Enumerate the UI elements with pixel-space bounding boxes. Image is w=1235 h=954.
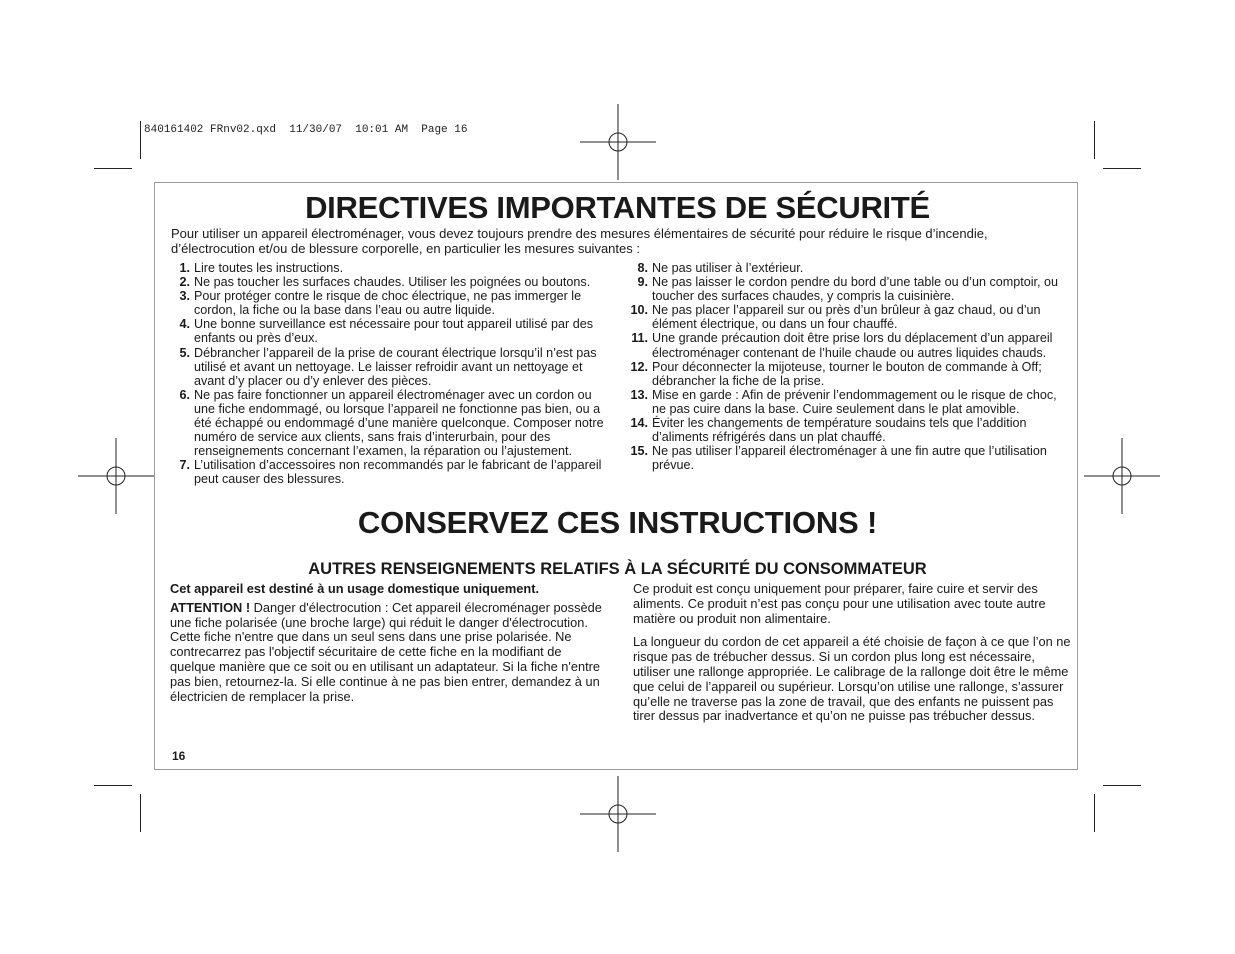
rule-text: L’utilisation d’accessoires non recommandés par le fabricant de l’appareil peut causer des blessures. <box>194 458 602 487</box>
rule-number: 12. <box>630 359 648 374</box>
safety-rule-item <box>624 444 1069 472</box>
safety-rule-item <box>624 331 1069 359</box>
safety-rules-right-list <box>624 261 1069 472</box>
safety-rule-item <box>172 261 608 275</box>
rule-text: Ne pas utiliser l’appareil électroménager à une fin autre que l’utilisation prévue. <box>652 444 1047 473</box>
attention-text: Danger d'électrocution : Cet appareil élecroménager possède une fiche polarisée (une broche large) qui réduit le danger d'électrocution. Cette fiche n'entre que dans un seul sens dans une prise polarisée. Ne contrecarrez pas l'objectif sécuritaire de cette fiche en la modifiant de quelque manière que ce soit ou en utilisant un adaptateur. Si la fiche n'entre pas bien, retournez-la. Si elle continue à ne pas bien entrer, demandez à un électricien de remplacer la prise. <box>170 599 602 704</box>
registration-mark-bottom-icon <box>580 776 656 852</box>
rule-number: 9. <box>637 275 648 290</box>
rule-number: 8. <box>637 261 648 275</box>
rule-text: Ne pas utiliser à l’extérieur. <box>652 261 804 275</box>
rule-number: 14. <box>630 416 648 431</box>
crop-mark-bottom-left-vertical <box>140 794 141 832</box>
rule-number: 1. <box>179 261 190 275</box>
crop-mark-top-right-horizontal <box>1103 168 1141 169</box>
safety-rule-item <box>172 388 608 458</box>
safety-rule-item <box>172 317 608 345</box>
rule-number: 3. <box>179 289 190 304</box>
rule-text: Ne pas toucher les surfaces chaudes. Utiliser les poignées ou boutons. <box>194 275 591 290</box>
rule-number: 7. <box>179 458 190 473</box>
registration-mark-left-icon <box>78 438 154 514</box>
rule-number: 13. <box>630 387 648 402</box>
rule-number: 10. <box>630 303 648 318</box>
rule-number: 11. <box>631 331 648 346</box>
safety-rules-left-list <box>172 261 608 487</box>
product-use-paragraph: Ce produit est conçu uniquement pour préparer, faire cuire et servir des aliments. Ce produit n’est pas conçu pour une utilisation avec toute autre matière ou produit non alimentaire. <box>633 581 1046 626</box>
page-title: DIRECTIVES IMPORTANTES DE SÉCURITÉ <box>305 190 930 225</box>
safety-rule-item <box>624 261 1069 275</box>
left-info-column <box>170 582 602 708</box>
safety-rule-item <box>172 458 608 486</box>
crop-mark-top-left-horizontal <box>94 168 132 169</box>
page-number: 16 <box>172 749 186 763</box>
print-slug-line: 840161402 FRnv02.qxd 11/30/07 10:01 AM Page 16 <box>144 124 468 136</box>
intro-paragraph: Pour utiliser un appareil électroménager, vous devez toujours prendre des mesures élémentaires de sécurité pour réduire le risque d’incendie, d’électrocution et/ou de blessure corporelle, en particulier les mesures suivantes : <box>171 226 988 256</box>
crop-mark-bottom-left-horizontal <box>94 785 132 786</box>
crop-mark-top-right-vertical <box>1094 121 1095 159</box>
rule-text: Lire toutes les instructions. <box>194 261 344 275</box>
rule-text: Débrancher l’appareil de la prise de courant électrique lorsqu’il n’est pas utilisé et avant un nettoyage. Le laisser refroidir avant un nettoyage et avant d’y placer ou d’y enlever des pièces. <box>194 345 597 388</box>
rule-text: Ne pas laisser le cordon pendre du bord d’une table ou d’un comptoir, ou toucher des surfaces chaudes, y compris la cuisinière. <box>652 275 1059 304</box>
rule-text: Ne pas faire fonctionner un appareil électroménager avec un cordon ou une fiche endommagé, ou lorsque l’appareil ne fonctionne pas bien, ou a été échappé ou endommagé d’une manière quelconque. Composer notre numéro de service aux clients, sans frais d’interurbain, pour des renseignements concernant l’examen, la réparation ou l’ajustement. <box>194 387 604 459</box>
right-info-column <box>633 582 1073 733</box>
rule-number: 4. <box>179 317 190 332</box>
consumer-safety-subheading: AUTRES RENSEIGNEMENTS RELATIFS À LA SÉCURITÉ DU CONSOMMATEUR <box>308 560 927 578</box>
safety-rule-item <box>172 289 608 317</box>
crop-mark-bottom-right-horizontal <box>1103 785 1141 786</box>
rule-number: 2. <box>179 275 190 290</box>
rule-number: 6. <box>179 387 190 402</box>
crop-mark-top-left-vertical <box>140 121 141 159</box>
safety-rule-item <box>624 388 1069 416</box>
rule-text: Pour protéger contre le risque de choc électrique, ne pas immerger le cordon, la fiche ou la base dans l’eau ou autre liquide. <box>194 289 582 318</box>
attention-label: ATTENTION ! <box>170 599 251 615</box>
registration-mark-right-icon <box>1084 438 1160 514</box>
rule-text: Ne pas placer l’appareil sur ou près d’un brûleur à gaz chaud, ou d’un élément électrique, ou dans un four chauffé. <box>652 303 1041 332</box>
rule-text: Une grande précaution doit être prise lors du déplacement d’un appareil électroménager contenant de l’huile chaude ou autres liquides chauds. <box>652 331 1053 360</box>
safety-rule-item <box>624 360 1069 388</box>
safety-rule-item <box>624 275 1069 303</box>
rule-number: 15. <box>630 444 648 459</box>
rule-text: Éviter les changements de température soudains tels que l’addition d’aliments réfrigérés dans un plat chauffé. <box>652 416 1027 445</box>
cord-length-paragraph: La longueur du cordon de cet appareil a été choisie de façon à ce que l’on ne risque pas de trébucher dessus. Si un cordon plus long est nécessaire, utiliser une rallonge appropriée. Le calibrage de la rallonge doit être le même que celui de l’appareil ou supérieur. Lorsqu’on utilise une rallonge, s’assurer qu’elle ne traverse pas la zone de travail, que des enfants ne puissent pas tirer dessus par inadvertance et qu’on ne puisse pas trébucher dessus. <box>633 634 1071 724</box>
save-instructions-heading: CONSERVEZ CES INSTRUCTIONS ! <box>357 505 878 540</box>
safety-rule-item <box>172 346 608 388</box>
crop-mark-bottom-right-vertical <box>1094 794 1095 832</box>
household-use-note: Cet appareil est destiné à un usage domestique uniquement. <box>170 581 540 596</box>
rule-text: Pour déconnecter la mijoteuse, tourner le bouton de commande à Off; débrancher la fiche de la prise. <box>652 359 1042 388</box>
safety-rule-item <box>624 303 1069 331</box>
rule-text: Une bonne surveillance est nécessaire pour tout appareil utilisé par des enfants ou près d’eux. <box>194 317 594 346</box>
safety-rule-item <box>172 275 608 289</box>
rule-text: Mise en garde : Afin de prévenir l’endommagement ou le risque de choc, ne pas cuire dans la base. Cuire seulement dans le plat amovible. <box>652 387 1057 416</box>
rule-number: 5. <box>179 345 190 360</box>
safety-rule-item <box>624 416 1069 444</box>
registration-mark-top-icon <box>580 104 656 180</box>
